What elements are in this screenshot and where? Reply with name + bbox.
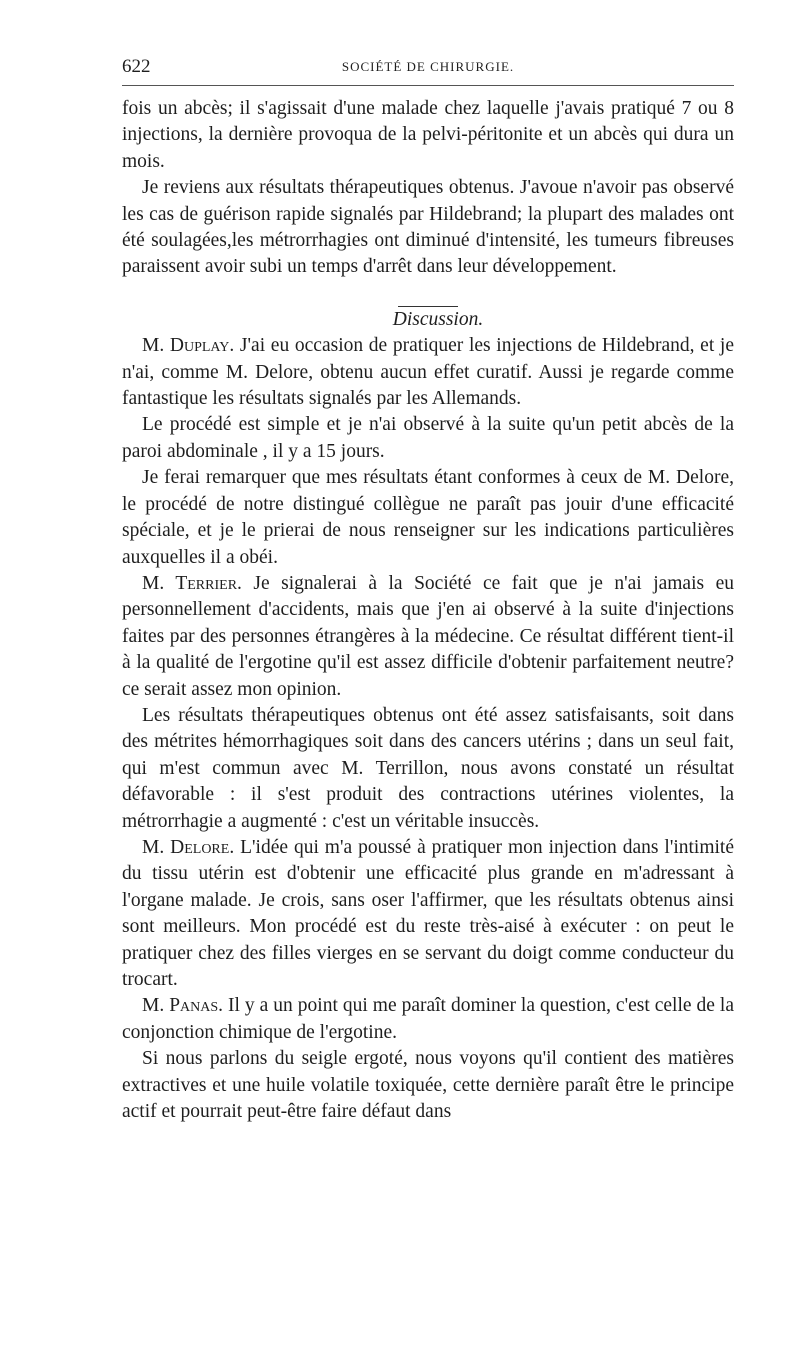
speaker-name: M. Terrier. [142,572,242,594]
paragraph: fois un abcès; il s'agissait d'une malade chez laquelle j'avais pratiqué 7 ou 8 injections, la dernière provoqua de la pelvi-péritonite et un abcès qui dura un mois. [122,98,734,172]
page-number: 622 [122,56,151,77]
paragraph: M. Duplay. J'ai eu occasion de pratiquer les injections de Hildebrand, et je n'ai, comme M. Delore, obtenu aucun effet curatif. Aussi je regarde comme fantastique les résultats signalés par les Allemands. [122,335,735,410]
paragraph: Les résultats thérapeutiques obtenus ont été assez satisfaisants, soit dans des métrites hémorrhagiques soit dans des cancers utérins ; dans un seul fait, qui m'est commun avec M. Terrillon, nous avons constaté un résultat défavorable : il s'est produit des contractions utérines violentes, la métrorrhagie a augmenté : c'est un véritable insuccès. [122,704,734,832]
speaker-name: M. Panas. [142,995,224,1017]
paragraph: Je reviens aux résultats thérapeutiques obtenus. J'avoue n'avoir pas observé les cas de guérison rapide signalés par Hildebrand; la plupart des malades ont été soulagées,les métrorrhagies ont diminué d'intensité, les tumeurs fibreuses paraissent avoir subi un temps d'arrêt dans leur développement. [122,177,734,278]
paragraph: M. Delore. L'idée qui m'a poussé à pratiquer mon injection dans l'intimité du tissu utérin est d'obtenir une efficacité plus grande en m'adressant à l'organe malade. Je crois, sans oser l'affirmer, que les résultats obtenus ainsi sont meilleurs. Mon procédé est du reste très-aisé à exécuter : on peut le pratiquer chez des filles vierges en se servant du doigt comme conducteur du trocart. [122,836,734,990]
page-header [122,56,734,80]
paragraph: Je ferai remarquer que mes résultats étant conformes à ceux de M. Delore, le procédé de notre distingué collègue ne paraît pas jouir d'une efficacité spéciale, et je le prierai de nous renseigner sur les indications particulières auxquelles il a obéi. [122,467,734,568]
section-title: Discussion. [392,308,484,330]
speaker-name: M. Delore. [142,836,235,858]
running-head: SOCIÉTÉ DE CHIRURGIE. [341,59,515,74]
paragraph: Le procédé est simple et je n'ai observé à la suite qu'un petit abcès de la paroi abdominale , il y a 15 jours. [122,414,734,462]
paragraph: M. Terrier. Je signalerai à la Société ce fait que je n'ai jamais eu personnellement d'accidents, mais que j'en ai observé à la suite d'injections faites par des personnes étrangères à la médecine. Ce résultat différent tient-il à la qualité de l'ergotine qu'il est assez difficile d'obtenir parfaitement neutre? ce serait assez mon opinion. [122,572,734,700]
body-text [122,96,734,1125]
paragraph: Si nous parlons du seigle ergoté, nous voyons qu'il contient des matières extractives et une huile volatile toxiquée, cette dernière paraît être le principe actif et pourrait peut-être faire défaut dans [122,1048,734,1123]
header-rule [122,85,734,86]
paragraph: M. Panas. Il y a un point qui me paraît dominer la question, c'est celle de la conjonction chimique de l'ergotine. [122,995,734,1043]
speaker-name: M. Duplay. [142,335,235,357]
